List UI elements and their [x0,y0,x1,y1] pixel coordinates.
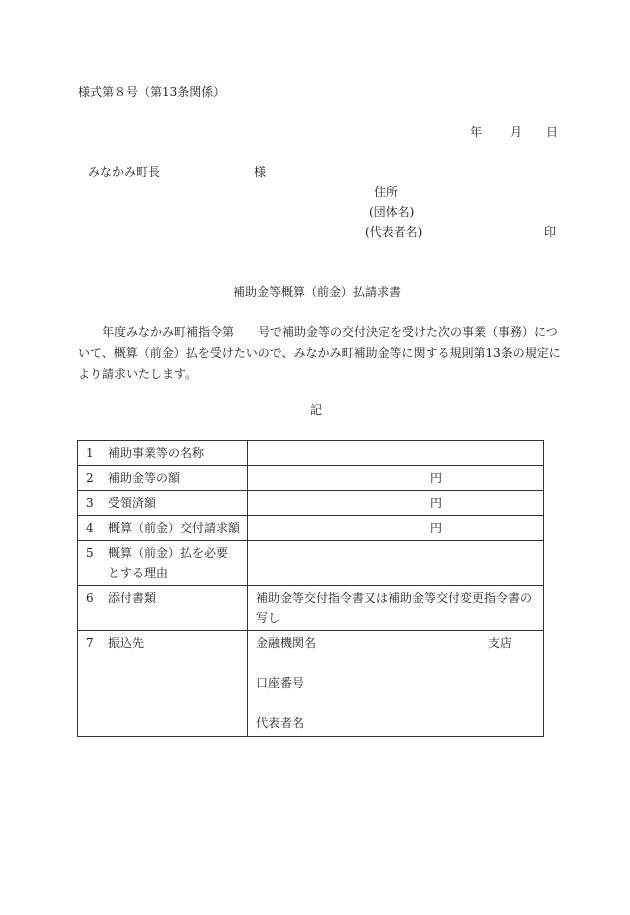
row-number: 1 [86,446,94,460]
ki-heading: 記 [310,403,323,417]
table-row [78,516,544,541]
table-row [78,541,544,586]
row-label: 概算（前金）払を必要とする理由 [108,546,229,580]
table-row [78,441,544,466]
bank-institution-line [256,633,543,653]
account-holder-line [256,713,543,733]
applicant-organization-label: (団体名) [369,205,415,219]
row-label: 添付書類 [108,591,157,605]
row-label: 補助金等の額 [108,471,181,485]
detail-table [77,440,544,737]
row-label: 補助事業等の名称 [108,446,205,460]
row-label-cell [78,586,248,631]
project-name-field[interactable] [248,441,544,466]
received-amount-field[interactable] [248,491,544,516]
addressee-honorific: 様 [254,165,267,179]
applicant-address-label: 住所 [374,185,399,199]
yen-unit: 円 [430,471,443,485]
row-label: 振込先 [108,636,145,650]
account-holder-label: 代表者名 [256,716,305,730]
row-label: 受領済額 [108,496,157,510]
row-label-cell [78,466,248,491]
addressee-name: みなかみ町長 [88,165,161,179]
row-number: 6 [86,591,94,605]
reason-field[interactable] [248,541,544,586]
date-year-label: 年 [470,125,483,139]
yen-unit: 円 [430,496,443,510]
attachments-field: 補助金等交付指令書又は補助金等交付変更指令書の写し [248,586,544,631]
row-number: 5 [86,546,94,560]
request-amount-field[interactable] [248,516,544,541]
form-number: 様式第８号（第13条関係） [78,85,226,99]
document-title: 補助金等概算（前金）払請求書 [233,285,402,299]
table-row [78,631,544,737]
table-row [78,491,544,516]
bank-institution-label: 金融機関名 [256,636,317,650]
table-row [78,466,544,491]
account-number-line [256,673,543,693]
row-number: 4 [86,521,94,535]
row-label-cell [78,541,248,586]
seal-mark: 印 [544,225,557,239]
row-label-cell [78,491,248,516]
row-number: 7 [86,636,94,650]
row-label-cell [78,516,248,541]
subsidy-amount-field[interactable] [248,466,544,491]
row-number: 3 [86,496,94,510]
date-day-label: 日 [546,125,559,139]
row-label-cell [78,441,248,466]
row-label: 概算（前金）交付請求額 [108,521,241,535]
bank-branch-label: 支店 [488,636,513,650]
row-number: 2 [86,471,94,485]
yen-unit: 円 [430,521,443,535]
row-label-cell [78,631,248,737]
table-row [78,586,544,631]
account-number-label: 口座番号 [256,676,305,690]
request-body-text: 年度みなかみ町補指令第 号で補助金等の交付決定を受けた次の事業（事務）について、概算（前金）払を受けたいので、みなかみ町補助金等に関する規則第13条の規定により請求いたします。 [78,325,561,381]
transfer-destination-cell[interactable] [248,631,544,737]
applicant-representative-label: (代表者名) [365,225,423,239]
date-month-label: 月 [510,125,523,139]
